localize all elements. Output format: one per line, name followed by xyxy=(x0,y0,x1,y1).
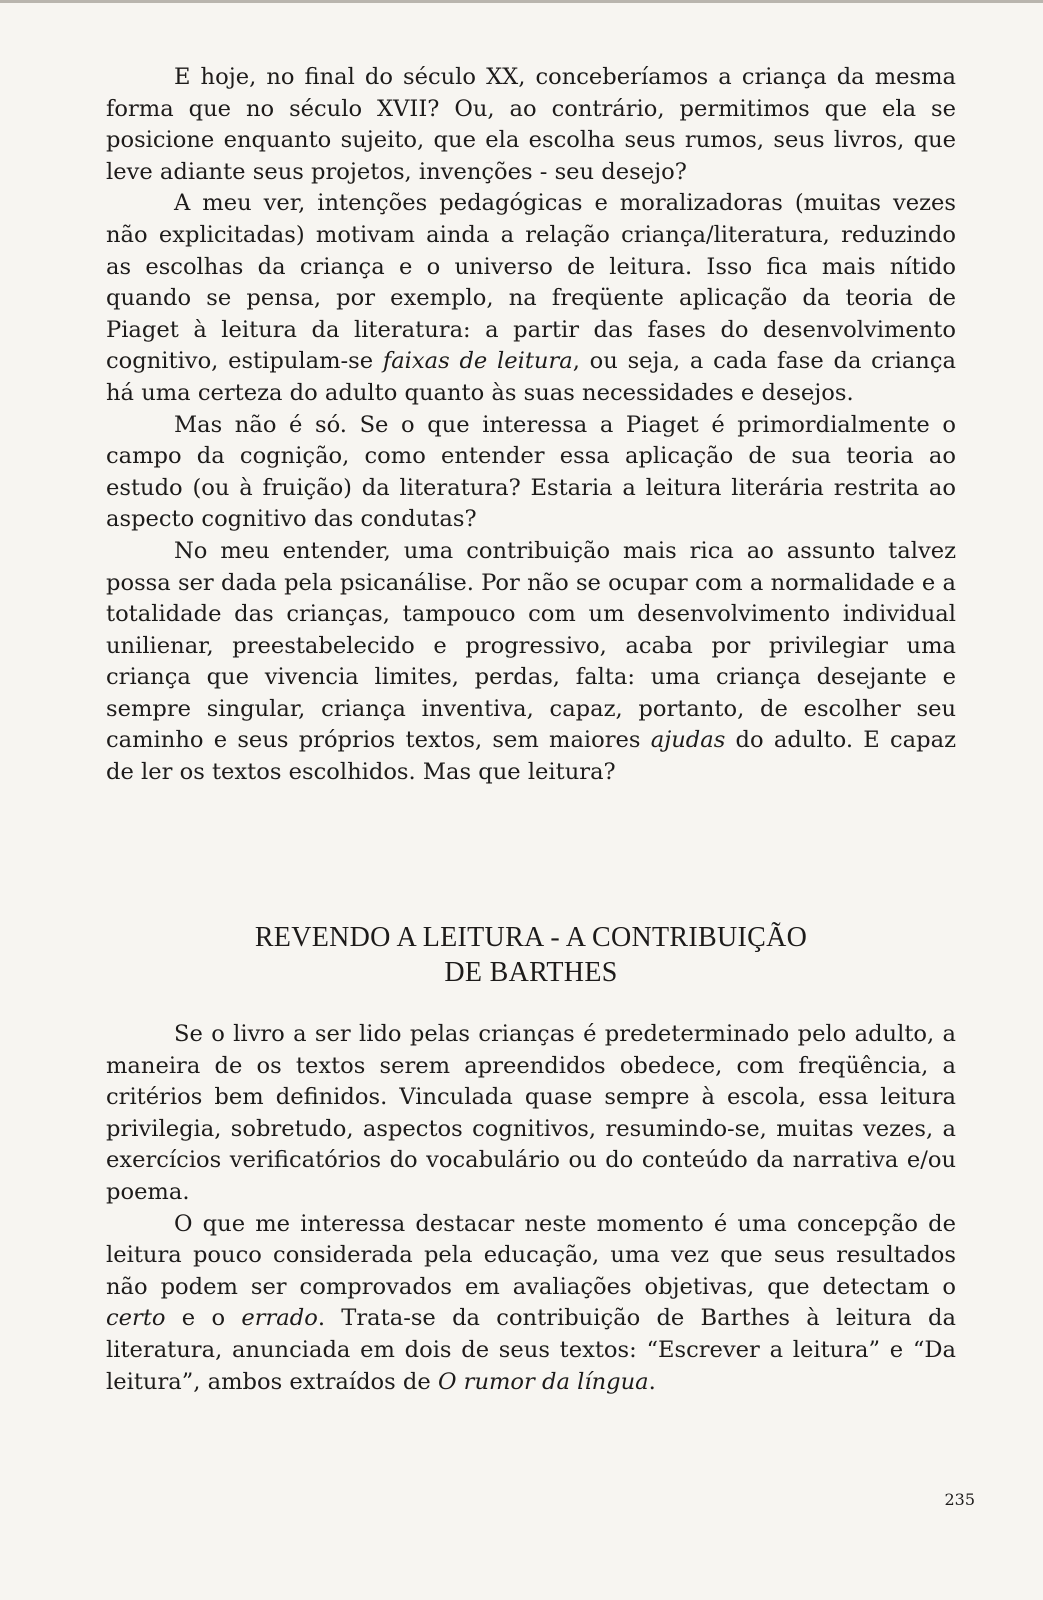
section-heading xyxy=(106,920,956,990)
text-run: , ou seja, a cada fase da criança há uma certeza do adulto quanto às suas necessidades e desejos. xyxy=(106,348,956,406)
italic-text: O rumor da língua xyxy=(437,1368,649,1395)
text-run: E hoje, no final do século XX, conceberíamos a criança da mesma forma que no século XVII? Ou, ao contrário, permitimos que ela se posicione enquanto sujeito, que ela escolha seus rumos, seus livros, que leve adiante seus projetos, invenções - seu desejo? xyxy=(106,64,956,185)
section-heading-line-2: DE BARTHES xyxy=(444,957,618,988)
text-run: Mas não é só. Se o que interessa a Piaget é primordialmente o campo da cognição, como entender essa aplicação de sua teoria ao estudo (ou à fruição) da literatura? Estaria a leitura literária restrita ao aspecto cognitivo das condutas? xyxy=(106,411,956,533)
top-edge-rule xyxy=(0,0,1043,3)
text-run: O que me interessa destacar neste momento é uma concepção de leitura pouco considerada pela educação, uma vez que seus resultados não podem ser comprovados em avaliações objetivas, que detectam o xyxy=(106,1210,956,1300)
paragraph xyxy=(106,62,956,188)
italic-text: certo xyxy=(106,1305,166,1332)
italic-text: errado xyxy=(241,1305,318,1332)
section-heading-line-1: REVENDO A LEITURA - A CONTRIBUIÇÃO xyxy=(254,922,808,953)
text-run: do adulto. E capaz de ler os textos escolhidos. Mas que leitura? xyxy=(106,727,956,786)
body-text-before-heading xyxy=(106,62,956,789)
italic-text: ajudas xyxy=(650,727,726,754)
paragraph xyxy=(106,536,956,789)
text-run: . xyxy=(648,1368,656,1395)
text-run: A meu ver, intenções pedagógicas e moralizadoras (muitas vezes não explicitadas) motivam ainda a relação criança/literatura, reduzindo as escolhas da criança e o universo de leitura. Isso fica mais nítido quando se pensa, por exemplo, na freqüente aplicação da teoria de Piaget à leitura da literatura: a partir das fases do desenvolvimento cognitivo, estipulam-se xyxy=(106,190,956,375)
paragraph xyxy=(106,1019,956,1209)
page-number: 235 xyxy=(944,1490,975,1509)
text-run: e o xyxy=(165,1305,242,1332)
paragraph xyxy=(106,188,956,409)
body-text-after-heading xyxy=(106,1019,956,1398)
paragraph xyxy=(106,410,956,536)
paragraph xyxy=(106,1209,956,1399)
italic-text: faixas de leitura xyxy=(382,348,573,375)
text-run: No meu entender, uma contribuição mais rica ao assunto talvez possa ser dada pela psicanálise. Por não se ocupar com a normalidade e a totalidade das crianças, tampouco com um desenvolvimento individual unilienar, preestabelecido e progressivo, acaba por privilegiar uma criança que vivencia limites, perdas, falta: uma criança desejante e sempre singular, criança inventiva, capaz, portanto, de escolher seu caminho e seus próprios textos, sem maiores xyxy=(106,537,956,754)
text-run: . Trata-se da contribuição de Barthes à leitura da literatura, anunciada em dois de seus textos: “Escrever a leitura” e “Da leitura”, ambos extraídos de xyxy=(106,1305,956,1395)
text-run: Se o livro a ser lido pelas crianças é predeterminado pelo adulto, a maneira de os textos serem apreendidos obedece, com freqüência, a critérios bem definidos. Vinculada quase sempre à escola, essa leitura privilegia, sobretudo, aspectos cognitivos, resumindo-se, muitas vezes, a exercícios verificatórios do vocabulário ou do conteúdo da narrativa e/ou poema. xyxy=(106,1021,956,1205)
